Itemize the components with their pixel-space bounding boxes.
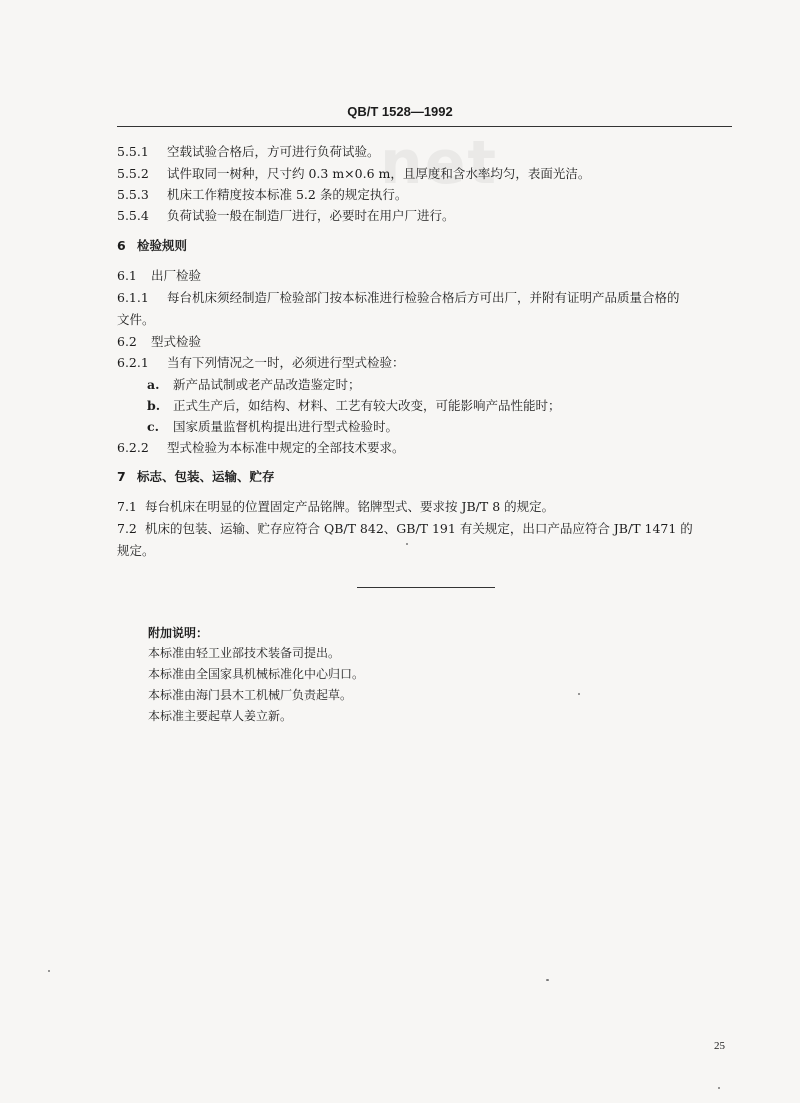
clause-6-1 [117, 270, 201, 283]
section-title: 标志、包装、运输、贮存 [137, 469, 275, 484]
clause-text: 试件取同一树种，尺寸约 0.3 m×0.6 m，且厚度和含水率均匀，表面光洁。 [167, 166, 591, 181]
section-6-heading [117, 240, 187, 253]
clause-title: 出厂检验 [151, 268, 202, 283]
list-label: a. [147, 377, 160, 392]
clause-title: 型式检验 [151, 334, 202, 349]
end-separator [357, 587, 495, 588]
clause-6-2-1 [117, 357, 405, 370]
clause-number: 7.1 [117, 499, 137, 514]
note-line: 本标准由全国家具机械标准化中心归口。 [148, 667, 365, 681]
clause-text: 每台机床在明显的位置固定产品铭牌。铭牌型式、要求按 JB/T 8 的规定。 [145, 499, 555, 514]
clause-number: 6.2.1 [117, 355, 149, 370]
list-item-b [147, 400, 561, 413]
note-line: 本标准由海门县木工机械厂负责起草。 [148, 688, 353, 702]
list-item-c [147, 421, 398, 434]
clause-5-5-4 [117, 210, 455, 223]
list-text: 国家质量监督机构提出进行型式检验时。 [173, 419, 399, 434]
clause-text: 机床工作精度按本标准 5.2 条的规定执行。 [167, 187, 408, 202]
scan-speck [48, 970, 50, 972]
clause-number: 5.5.1 [117, 144, 149, 159]
list-text: 新产品试制或老产品改造鉴定时； [173, 377, 361, 392]
clause-number: 5.5.3 [117, 187, 149, 202]
list-label: b. [147, 398, 161, 413]
clause-5-5-2 [117, 168, 590, 181]
clause-text: 空载试验合格后，方可进行负荷试验。 [167, 144, 380, 159]
clause-text: 负荷试验一般在制造厂进行，必要时在用户厂进行。 [167, 208, 455, 223]
clause-5-5-3 [117, 189, 407, 202]
note-line: 本标准由轻工业部技术装备司提出。 [148, 646, 341, 660]
clause-number: 6.1 [117, 268, 137, 283]
clause-6-1-1 [117, 292, 680, 305]
standard-code-header: QB/T 1528—1992 [347, 104, 453, 119]
scan-speck [546, 979, 549, 981]
header-rule [117, 126, 732, 127]
scan-speck [406, 543, 408, 545]
clause-6-1-1-cont: 文件。 [117, 312, 155, 327]
clause-number: 6.1.1 [117, 290, 149, 305]
clause-7-2 [117, 523, 693, 536]
clause-number: 7.2 [117, 521, 137, 536]
clause-number: 5.5.2 [117, 166, 149, 181]
clause-6-2 [117, 336, 201, 349]
clause-7-2-cont: 规定。 [117, 543, 155, 558]
section-7-heading [117, 471, 275, 484]
note-line: 本标准主要起草人姜立新。 [148, 709, 293, 723]
clause-number: 5.5.4 [117, 208, 149, 223]
clause-text: 型式检验为本标准中规定的全部技术要求。 [167, 440, 405, 455]
scan-speck [578, 693, 580, 695]
list-text: 正式生产后，如结构、材料、工艺有较大改变，可能影响产品性能时； [173, 398, 561, 413]
list-label: c. [147, 419, 159, 434]
page-number: 25 [714, 1040, 725, 1052]
section-number: 6 [117, 238, 126, 253]
notes-title: 附加说明： [148, 626, 209, 640]
clause-text-line1: 机床的包装、运输、贮存应符合 QB/T 842、GB/T 191 有关规定，出口产品应符合 JB/T 1471 的 [145, 521, 693, 536]
section-title: 检验规则 [137, 238, 188, 253]
clause-5-5-1 [117, 146, 380, 159]
clause-6-2-2 [117, 442, 405, 455]
clause-7-1 [117, 501, 554, 514]
clause-text-line1: 每台机床须经制造厂检验部门按本标准进行检验合格后方可出厂，并附有证明产品质量合格的 [167, 290, 680, 305]
watermark: net [380, 128, 499, 198]
clause-text: 当有下列情况之一时，必须进行型式检验： [167, 355, 405, 370]
section-number: 7 [117, 469, 126, 484]
list-item-a [147, 379, 361, 392]
clause-number: 6.2.2 [117, 440, 149, 455]
clause-number: 6.2 [117, 334, 137, 349]
scan-speck [718, 1087, 720, 1089]
